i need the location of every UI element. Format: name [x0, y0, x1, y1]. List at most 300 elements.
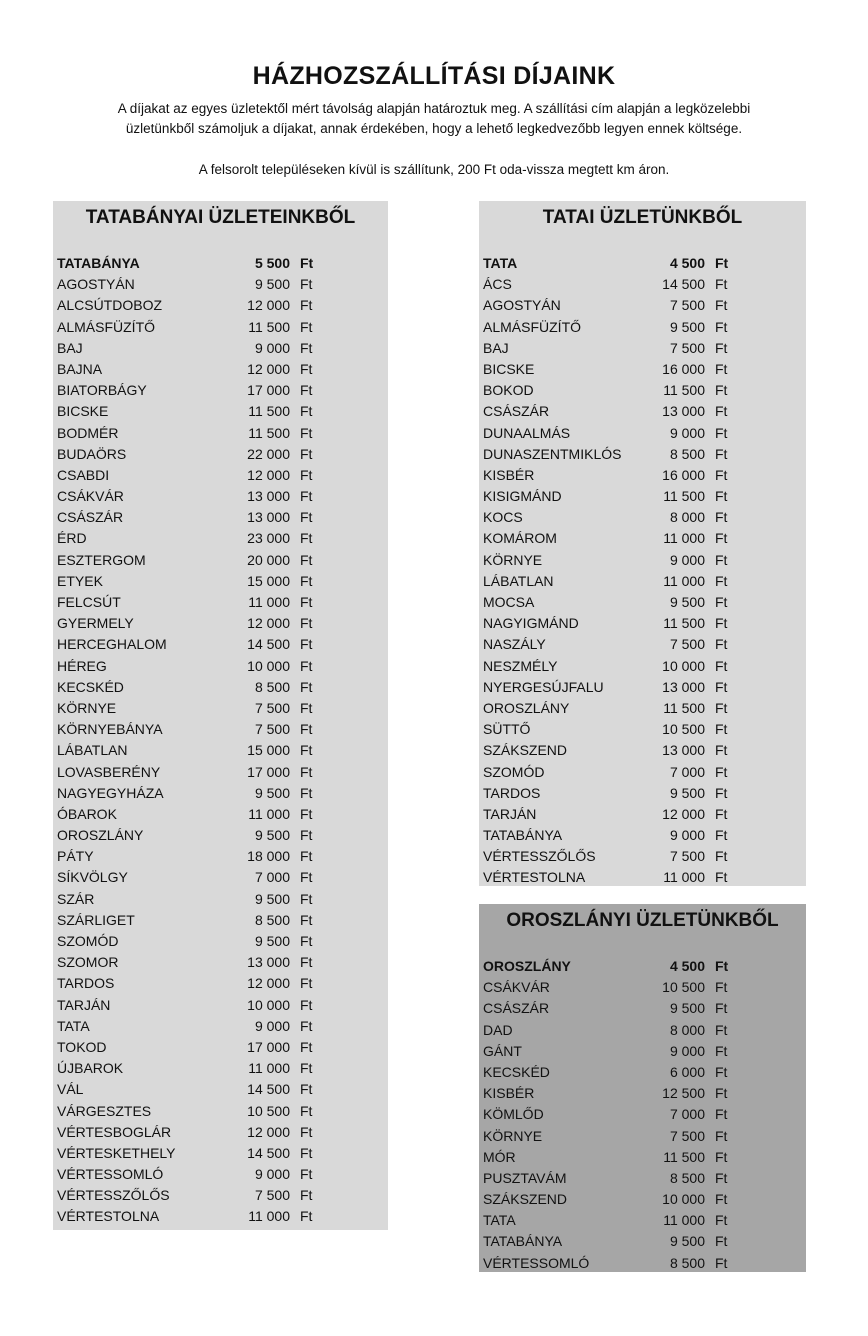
- town-name: CSÁKVÁR: [483, 979, 550, 996]
- currency-label: Ft: [300, 318, 313, 335]
- currency-label: Ft: [715, 1127, 728, 1144]
- town-name: CSÁSZÁR: [483, 1000, 550, 1017]
- currency-label: Ft: [715, 1021, 728, 1038]
- currency-label: Ft: [715, 1191, 728, 1208]
- price-row: [483, 1168, 806, 1189]
- currency-label: Ft: [300, 636, 313, 653]
- town-name: BAJ: [57, 339, 83, 356]
- currency-label: Ft: [300, 382, 313, 399]
- town-name: KISBÉR: [483, 1085, 535, 1102]
- town-name: VÁL: [57, 1081, 84, 1098]
- currency-label: Ft: [300, 594, 313, 610]
- delivery-price: 7 500: [254, 699, 290, 716]
- town-name: VÉRTESTOLNA: [483, 869, 586, 886]
- price-row: [483, 634, 806, 655]
- price-row: [57, 317, 388, 338]
- price-row: [483, 571, 806, 592]
- price-row: [483, 253, 806, 274]
- currency-label: Ft: [715, 784, 728, 801]
- currency-label: Ft: [715, 424, 728, 441]
- delivery-price: 11 500: [248, 403, 290, 420]
- town-name: SZOMOR: [57, 954, 119, 971]
- town-name: TOKOD: [57, 1038, 107, 1055]
- delivery-price: 7 500: [669, 1127, 705, 1144]
- price-row: [57, 1037, 388, 1058]
- currency-label: Ft: [300, 1060, 313, 1077]
- delivery-price: 10 000: [662, 657, 705, 674]
- price-row: [57, 1185, 388, 1206]
- town-name: LÁBATLAN: [483, 572, 554, 589]
- delivery-price: 20 000: [247, 551, 290, 568]
- town-name: PUSZTAVÁM: [483, 1169, 567, 1186]
- price-row: [483, 1210, 806, 1231]
- town-name: ALMÁSFÜZÍTŐ: [483, 318, 582, 335]
- delivery-price: 11 500: [663, 1148, 705, 1165]
- currency-label: Ft: [300, 975, 313, 992]
- delivery-price: 18 000: [247, 848, 290, 865]
- price-row: [57, 465, 388, 486]
- currency-label: Ft: [300, 890, 313, 907]
- town-name: SZÁRLIGET: [57, 911, 135, 928]
- town-name: TATA: [483, 255, 518, 271]
- town-name: FELCSÚT: [57, 594, 121, 610]
- delivery-price: 8 000: [669, 1021, 705, 1038]
- currency-label: Ft: [300, 1017, 313, 1034]
- town-name: BIATORBÁGY: [57, 382, 147, 399]
- price-row: [483, 1104, 806, 1125]
- town-name: BAJ: [483, 339, 509, 356]
- currency-label: Ft: [715, 339, 728, 356]
- town-name: ETYEK: [57, 572, 103, 589]
- delivery-price: 15 000: [247, 742, 290, 759]
- currency-label: Ft: [300, 869, 313, 886]
- town-name: BUDAÖRS: [57, 445, 127, 462]
- price-row: [483, 295, 806, 316]
- town-name: MOCSA: [483, 594, 535, 610]
- town-name: KOCS: [483, 509, 523, 526]
- price-row: [57, 613, 388, 634]
- price-row: [57, 423, 388, 444]
- price-row: [483, 1253, 806, 1274]
- delivery-price: 9 500: [254, 890, 290, 907]
- price-row: [483, 1147, 806, 1168]
- town-name: KÖRNYE: [483, 1127, 543, 1144]
- currency-label: Ft: [715, 509, 728, 526]
- town-name: MÓR: [483, 1148, 516, 1165]
- price-row: [57, 1058, 388, 1079]
- price-row: [483, 698, 806, 719]
- price-row: [57, 762, 388, 783]
- town-name: NASZÁLY: [483, 636, 546, 653]
- delivery-price: 14 500: [247, 1081, 290, 1098]
- town-name: CSÁSZÁR: [57, 509, 124, 526]
- price-row: [57, 931, 388, 952]
- town-name: TATABÁNYA: [483, 1233, 563, 1250]
- price-row: [483, 401, 806, 422]
- currency-label: Ft: [715, 721, 728, 738]
- delivery-price: 12 000: [247, 466, 290, 483]
- delivery-price: 8 000: [669, 509, 705, 526]
- delivery-price: 17 000: [247, 1038, 290, 1055]
- price-row: [483, 1020, 806, 1041]
- currency-label: Ft: [300, 255, 314, 271]
- town-name: TARJÁN: [483, 805, 537, 822]
- delivery-price: 14 500: [247, 1144, 290, 1161]
- delivery-price: 7 000: [669, 1106, 705, 1123]
- delivery-price: 4 500: [669, 958, 705, 974]
- town-name: ALCSÚTDOBOZ: [57, 297, 163, 314]
- tata-store-panel: [479, 201, 806, 886]
- price-row: [483, 486, 806, 507]
- currency-label: Ft: [715, 1000, 728, 1017]
- price-row: [57, 634, 388, 655]
- town-name: ÉRD: [57, 530, 87, 547]
- price-row: [57, 952, 388, 973]
- price-row: [483, 274, 806, 295]
- delivery-price: 9 500: [669, 784, 705, 801]
- price-row: [57, 507, 388, 528]
- town-name: AGOSTYÁN: [483, 297, 561, 314]
- delivery-price: 9 000: [669, 424, 705, 441]
- price-row: [57, 910, 388, 931]
- currency-label: Ft: [300, 445, 313, 462]
- town-name: CSABDI: [57, 466, 110, 483]
- delivery-price: 7 500: [254, 1187, 290, 1204]
- delivery-price: 11 000: [663, 530, 705, 547]
- oroszlany-price-list: [483, 956, 806, 1274]
- price-row: [483, 804, 806, 825]
- delivery-price: 10 500: [247, 1102, 290, 1119]
- delivery-price: 12 000: [247, 360, 290, 377]
- delivery-price: 7 500: [669, 297, 705, 314]
- delivery-price: 11 500: [248, 318, 290, 335]
- delivery-price: 12 000: [247, 297, 290, 314]
- currency-label: Ft: [300, 805, 313, 822]
- currency-label: Ft: [300, 1166, 313, 1183]
- town-name: TARDOS: [483, 784, 541, 801]
- delivery-price: 11 000: [663, 1212, 705, 1229]
- town-name: SZOMÓD: [483, 763, 545, 780]
- town-name: TARJÁN: [57, 996, 111, 1013]
- currency-label: Ft: [715, 466, 728, 483]
- price-row: [57, 359, 388, 380]
- currency-label: Ft: [715, 382, 728, 399]
- price-row: [483, 380, 806, 401]
- delivery-price: 6 000: [669, 1063, 705, 1080]
- price-row: [57, 444, 388, 465]
- town-name: KISBÉR: [483, 466, 535, 483]
- delivery-price: 9 000: [254, 1166, 290, 1183]
- price-row: [57, 295, 388, 316]
- price-row: [483, 507, 806, 528]
- delivery-price: 11 500: [663, 382, 705, 399]
- tatabanya-stores-panel: [53, 201, 388, 1230]
- price-row: [483, 956, 806, 977]
- town-name: OROSZLÁNY: [57, 827, 144, 844]
- delivery-price: 11 500: [248, 424, 290, 441]
- town-name: TATABÁNYA: [483, 827, 563, 844]
- currency-label: Ft: [300, 784, 313, 801]
- currency-label: Ft: [300, 848, 313, 865]
- price-row: [57, 867, 388, 888]
- currency-label: Ft: [715, 1063, 728, 1080]
- town-name: DAD: [483, 1021, 513, 1038]
- price-row: [483, 846, 806, 867]
- delivery-price: 9 500: [669, 594, 705, 610]
- town-name: CSÁSZÁR: [483, 403, 550, 420]
- price-row: [57, 486, 388, 507]
- delivery-price: 8 500: [254, 911, 290, 928]
- delivery-price: 4 500: [669, 255, 705, 271]
- price-row: [483, 1126, 806, 1147]
- delivery-price: 14 500: [662, 276, 705, 293]
- delivery-price: 13 000: [247, 954, 290, 971]
- delivery-price: 10 000: [247, 657, 290, 674]
- town-name: VÉRTESSZŐLŐS: [57, 1187, 170, 1204]
- town-name: NESZMÉLY: [483, 657, 558, 674]
- town-name: BODMÉR: [57, 424, 119, 441]
- town-name: TATABÁNYA: [57, 255, 140, 271]
- town-name: ÓBAROK: [57, 805, 117, 822]
- currency-label: Ft: [300, 996, 313, 1013]
- currency-label: Ft: [300, 678, 313, 695]
- town-name: NAGYEGYHÁZA: [57, 784, 164, 801]
- price-row: [57, 1079, 388, 1100]
- currency-label: Ft: [715, 530, 728, 547]
- currency-label: Ft: [300, 572, 313, 589]
- price-row: [483, 465, 806, 486]
- currency-label: Ft: [300, 763, 313, 780]
- town-name: KÖRNYE: [57, 699, 117, 716]
- price-row: [483, 528, 806, 549]
- currency-label: Ft: [300, 1144, 313, 1161]
- currency-label: Ft: [300, 933, 313, 949]
- currency-label: Ft: [300, 488, 313, 505]
- delivery-price: 8 500: [669, 1169, 705, 1186]
- delivery-price: 23 000: [247, 530, 290, 547]
- price-row: [57, 804, 388, 825]
- price-row: [483, 317, 806, 338]
- price-row: [57, 1101, 388, 1122]
- town-name: ESZTERGOM: [57, 551, 146, 568]
- price-row: [483, 977, 806, 998]
- currency-label: Ft: [300, 721, 313, 738]
- price-row: [57, 338, 388, 359]
- price-row: [57, 380, 388, 401]
- town-name: KECSKÉD: [57, 678, 124, 695]
- delivery-price: 17 000: [247, 763, 290, 780]
- delivery-price: 9 500: [254, 276, 290, 293]
- currency-label: Ft: [715, 1148, 728, 1165]
- town-name: NYERGESÚJFALU: [483, 678, 604, 695]
- town-name: LOVASBERÉNY: [57, 763, 161, 780]
- delivery-price: 11 000: [248, 1208, 290, 1225]
- intro-line-1: A díjakat az egyes üzletektől mért távolság alapján határoztuk meg. A szállítási cím alapján a legközelebbi: [117, 101, 751, 116]
- town-name: HÉREG: [57, 657, 107, 674]
- price-row: [483, 1231, 806, 1252]
- town-name: CSÁKVÁR: [57, 488, 124, 505]
- delivery-price: 11 500: [663, 488, 705, 505]
- tatabanya-price-list: [57, 253, 388, 1228]
- delivery-price: 9 500: [254, 827, 290, 844]
- town-name: SZOMÓD: [57, 933, 119, 949]
- delivery-price: 11 000: [248, 594, 290, 610]
- currency-label: Ft: [300, 1187, 313, 1204]
- delivery-price: 12 000: [662, 805, 705, 822]
- delivery-price: 12 000: [247, 975, 290, 992]
- price-row: [57, 274, 388, 295]
- currency-label: Ft: [715, 1042, 728, 1059]
- delivery-price: 9 000: [669, 551, 705, 568]
- delivery-price: 8 500: [669, 445, 705, 462]
- town-name: OROSZLÁNY: [483, 699, 570, 716]
- price-row: [483, 613, 806, 634]
- town-name: PÁTY: [57, 848, 94, 865]
- town-name: ÚJBAROK: [57, 1060, 124, 1077]
- town-name: KÖRNYEBÁNYA: [57, 721, 163, 738]
- town-name: KISIGMÁND: [483, 488, 562, 505]
- currency-label: Ft: [715, 1085, 728, 1102]
- town-name: TATA: [483, 1212, 516, 1229]
- town-name: VÉRTESSOMLÓ: [483, 1254, 590, 1271]
- price-row: [483, 656, 806, 677]
- price-row: [483, 338, 806, 359]
- currency-label: Ft: [715, 276, 728, 293]
- price-row: [483, 550, 806, 571]
- price-row: [483, 1062, 806, 1083]
- town-name: AGOSTYÁN: [57, 276, 135, 293]
- delivery-price: 7 500: [669, 636, 705, 653]
- delivery-price: 8 500: [669, 1254, 705, 1271]
- currency-label: Ft: [715, 699, 728, 716]
- delivery-price: 7 500: [254, 721, 290, 738]
- price-row: [483, 444, 806, 465]
- delivery-price: 11 000: [248, 1060, 290, 1077]
- currency-label: Ft: [715, 255, 729, 271]
- currency-label: Ft: [715, 848, 728, 865]
- price-row: [483, 359, 806, 380]
- price-row: [57, 995, 388, 1016]
- price-row: [57, 571, 388, 592]
- town-name: TATA: [57, 1017, 90, 1034]
- price-row: [57, 528, 388, 549]
- delivery-price: 9 500: [254, 784, 290, 801]
- currency-label: Ft: [300, 1081, 313, 1098]
- currency-label: Ft: [300, 911, 313, 928]
- town-name: SÍKVÖLGY: [57, 869, 128, 886]
- currency-label: Ft: [715, 678, 728, 695]
- delivery-price: 13 000: [662, 678, 705, 695]
- currency-label: Ft: [300, 551, 313, 568]
- currency-label: Ft: [715, 958, 729, 974]
- delivery-price: 15 000: [247, 572, 290, 589]
- price-row: [57, 740, 388, 761]
- delivery-price: 8 500: [254, 678, 290, 695]
- town-name: ALMÁSFÜZÍTŐ: [57, 318, 156, 335]
- page-title: HÁZHOZSZÁLLÍTÁSI DÍJAINK: [252, 62, 616, 90]
- currency-label: Ft: [300, 424, 313, 441]
- town-name: GYERMELY: [57, 615, 134, 632]
- currency-label: Ft: [300, 530, 313, 547]
- price-row: [483, 677, 806, 698]
- delivery-price: 16 000: [662, 360, 705, 377]
- town-name: BAJNA: [57, 360, 103, 377]
- delivery-price: 7 500: [669, 339, 705, 356]
- currency-label: Ft: [715, 572, 728, 589]
- price-row: [57, 783, 388, 804]
- town-name: VÉRTESTOLNA: [57, 1208, 160, 1225]
- price-row: [483, 783, 806, 804]
- currency-label: Ft: [300, 1123, 313, 1140]
- currency-label: Ft: [300, 954, 313, 971]
- price-row: [483, 867, 806, 888]
- currency-label: Ft: [715, 1169, 728, 1186]
- currency-label: Ft: [715, 636, 728, 653]
- town-name: KÖMLŐD: [483, 1106, 544, 1123]
- town-name: KOMÁROM: [483, 530, 557, 547]
- delivery-price: 13 000: [247, 509, 290, 526]
- price-row: [57, 1143, 388, 1164]
- price-row: [57, 656, 388, 677]
- price-row: [57, 550, 388, 571]
- price-row: [483, 1083, 806, 1104]
- price-row: [483, 423, 806, 444]
- currency-label: Ft: [715, 742, 728, 759]
- currency-label: Ft: [715, 1212, 728, 1229]
- delivery-price: 10 000: [247, 996, 290, 1013]
- price-row: [483, 825, 806, 846]
- price-row: [57, 698, 388, 719]
- delivery-price: 7 500: [669, 848, 705, 865]
- delivery-price: 9 500: [669, 1000, 705, 1017]
- delivery-price: 13 000: [662, 403, 705, 420]
- delivery-price: 12 500: [662, 1085, 705, 1102]
- town-name: VÉRTESSZŐLŐS: [483, 848, 596, 865]
- currency-label: Ft: [715, 657, 728, 674]
- town-name: DUNASZENTMIKLÓS: [483, 445, 622, 462]
- delivery-price: 9 500: [669, 1233, 705, 1250]
- delivery-price: 10 000: [662, 1191, 705, 1208]
- delivery-price: 11 500: [663, 699, 705, 716]
- delivery-price: 11 000: [663, 869, 705, 886]
- delivery-price: 10 500: [662, 979, 705, 996]
- currency-label: Ft: [715, 869, 728, 886]
- currency-label: Ft: [300, 657, 313, 674]
- price-row: [57, 401, 388, 422]
- delivery-price: 12 000: [247, 615, 290, 632]
- delivery-price: 7 000: [254, 869, 290, 886]
- currency-label: Ft: [715, 763, 728, 780]
- town-name: ÁCS: [483, 276, 512, 293]
- currency-label: Ft: [715, 445, 728, 462]
- town-name: SZÁR: [57, 890, 95, 907]
- oroszlany-panel-title: OROSZLÁNYI ÜZLETÜNKBŐL: [506, 910, 779, 931]
- town-name: BOKOD: [483, 382, 534, 399]
- town-name: KÖRNYE: [483, 551, 543, 568]
- town-name: SZÁKSZEND: [483, 1191, 568, 1208]
- price-row: [57, 973, 388, 994]
- currency-label: Ft: [715, 488, 728, 505]
- delivery-price: 5 500: [254, 255, 290, 271]
- currency-label: Ft: [715, 403, 728, 420]
- currency-label: Ft: [715, 1106, 728, 1123]
- currency-label: Ft: [300, 297, 313, 314]
- tata-panel-title: TATAI ÜZLETÜNKBŐL: [542, 207, 743, 228]
- currency-label: Ft: [715, 979, 728, 996]
- price-row: [57, 253, 388, 274]
- town-name: HERCEGHALOM: [57, 636, 167, 653]
- price-row: [483, 719, 806, 740]
